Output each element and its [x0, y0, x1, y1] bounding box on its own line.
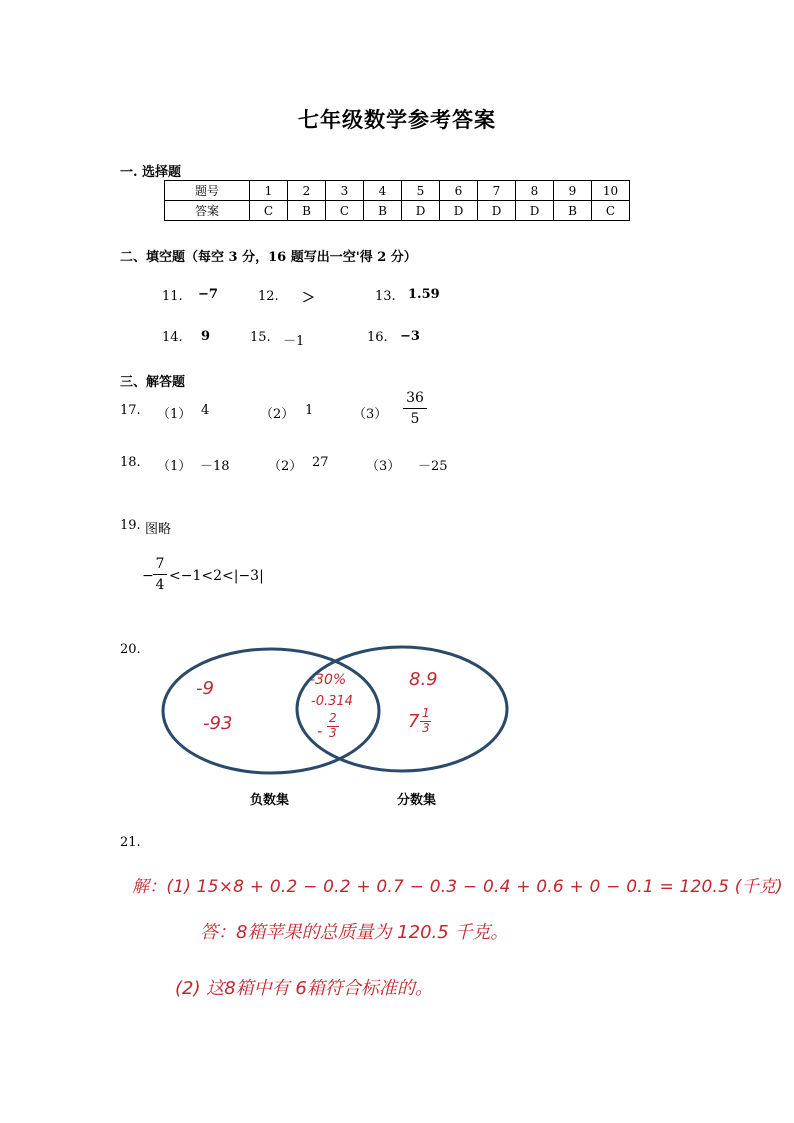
q18-part3-label: （3） [366, 459, 401, 474]
fraction-denominator: 4 [155, 577, 165, 593]
table-cell: D [516, 201, 554, 221]
answer-table [164, 180, 630, 221]
section-3-heading: 三、解答题 [120, 375, 186, 390]
table-cell: B [364, 201, 402, 221]
page-title: 七年级数学参考答案 [298, 107, 496, 132]
venn-value: -9 [196, 678, 214, 699]
q12-number: 12. [258, 289, 279, 304]
venn-value-numerator: 1 [422, 706, 430, 720]
venn-value-sign: - [317, 722, 323, 740]
table-cell: C [326, 201, 364, 221]
table-cell: 10 [592, 181, 630, 201]
table-cell: 9 [554, 181, 592, 201]
q19-minus: − [142, 568, 154, 584]
q13-number: 13. [375, 289, 396, 304]
q17-part2-answer: 1 [305, 403, 314, 418]
venn-value: 8.9 [409, 669, 438, 690]
q17-number: 17. [120, 403, 141, 418]
q21-solution-line-3: (2) 这8箱中有 6箱符合标准的。 [175, 978, 433, 999]
table-cell: 5 [402, 181, 440, 201]
table-row-label: 题号 [165, 181, 250, 201]
table-cell: C [592, 201, 630, 221]
venn-value-numerator: 2 [329, 711, 337, 725]
q21-solution-line-1: 解：(1) 15×8 + 0.2 − 0.2 + 0.7 − 0.3 − 0.4 + 0.6 + 0 − 0.1 = 120.5 (千克) [132, 877, 783, 897]
table-row [165, 181, 630, 201]
section-2-heading: 二、填空题（每空 3 分，16 题写出一空'得 2 分） [120, 250, 417, 265]
fraction-numerator: 7 [155, 556, 165, 572]
table-cell: C [250, 201, 288, 221]
q19-fraction [153, 556, 167, 593]
table-cell: 7 [478, 181, 516, 201]
table-cell: B [288, 201, 326, 221]
table-cell: 8 [516, 181, 554, 201]
table-row-label: 答案 [165, 201, 250, 221]
q17-part3-label: （3） [353, 407, 388, 422]
q11-number: 11. [162, 289, 183, 304]
q17-part2-label: （2） [260, 407, 295, 422]
q21-number: 21. [120, 835, 141, 850]
fraction-numerator: 36 [406, 390, 424, 406]
venn-label-negative: 负数集 [250, 793, 290, 808]
table-cell: B [554, 201, 592, 221]
q18-part1-label: （1） [157, 459, 192, 474]
q16-number: 16. [367, 330, 388, 345]
q19-number: 19. [120, 518, 141, 533]
q18-part2-answer: 27 [312, 455, 329, 470]
q15-number: 15. [250, 330, 271, 345]
q20-number: 20. [120, 642, 141, 657]
table-cell: D [402, 201, 440, 221]
q18-part2-label: （2） [268, 459, 303, 474]
table-cell: 2 [288, 181, 326, 201]
q18-number: 18. [120, 455, 141, 470]
fraction-bar [153, 574, 167, 575]
q17-part3-fraction [403, 390, 427, 427]
fraction-bar [403, 408, 427, 409]
fraction-set-circle [297, 647, 507, 771]
q18-part3-answer: －25 [418, 459, 448, 474]
table-cell: 4 [364, 181, 402, 201]
section-1-heading: 一. 选择题 [120, 165, 182, 180]
negative-set-circle [163, 649, 379, 773]
q13-answer: 1.59 [408, 287, 440, 302]
q15-answer: －1 [283, 334, 305, 349]
venn-value-denominator: 3 [422, 721, 430, 735]
q19-inequality: <−1<2<|−3| [169, 568, 264, 584]
table-cell: 6 [440, 181, 478, 201]
table-cell: D [440, 201, 478, 221]
q18-part1-answer: －18 [200, 459, 230, 474]
q14-answer: 9 [201, 329, 211, 344]
q21-solution-line-2: 答：8箱苹果的总质量为 120.5 千克。 [200, 922, 509, 943]
venn-value-denominator: 3 [329, 726, 337, 740]
table-cell: D [478, 201, 516, 221]
venn-value-whole: 7 [408, 711, 420, 732]
q16-answer: −3 [400, 329, 420, 344]
venn-value: -93 [203, 713, 233, 734]
q11-answer: −7 [198, 287, 218, 302]
q12-answer: ＞ [302, 291, 316, 306]
fraction-denominator: 5 [410, 411, 420, 427]
venn-label-fraction: 分数集 [397, 793, 437, 808]
table-row [165, 201, 630, 221]
table-cell: 1 [250, 181, 288, 201]
q14-number: 14. [162, 330, 183, 345]
q17-part1-label: （1） [157, 407, 192, 422]
q17-part1-answer: 4 [201, 403, 210, 418]
venn-value: -0.314 [311, 694, 353, 709]
table-cell: 3 [326, 181, 364, 201]
q19-text: 图略 [145, 522, 172, 537]
venn-value: -30% [310, 672, 347, 688]
